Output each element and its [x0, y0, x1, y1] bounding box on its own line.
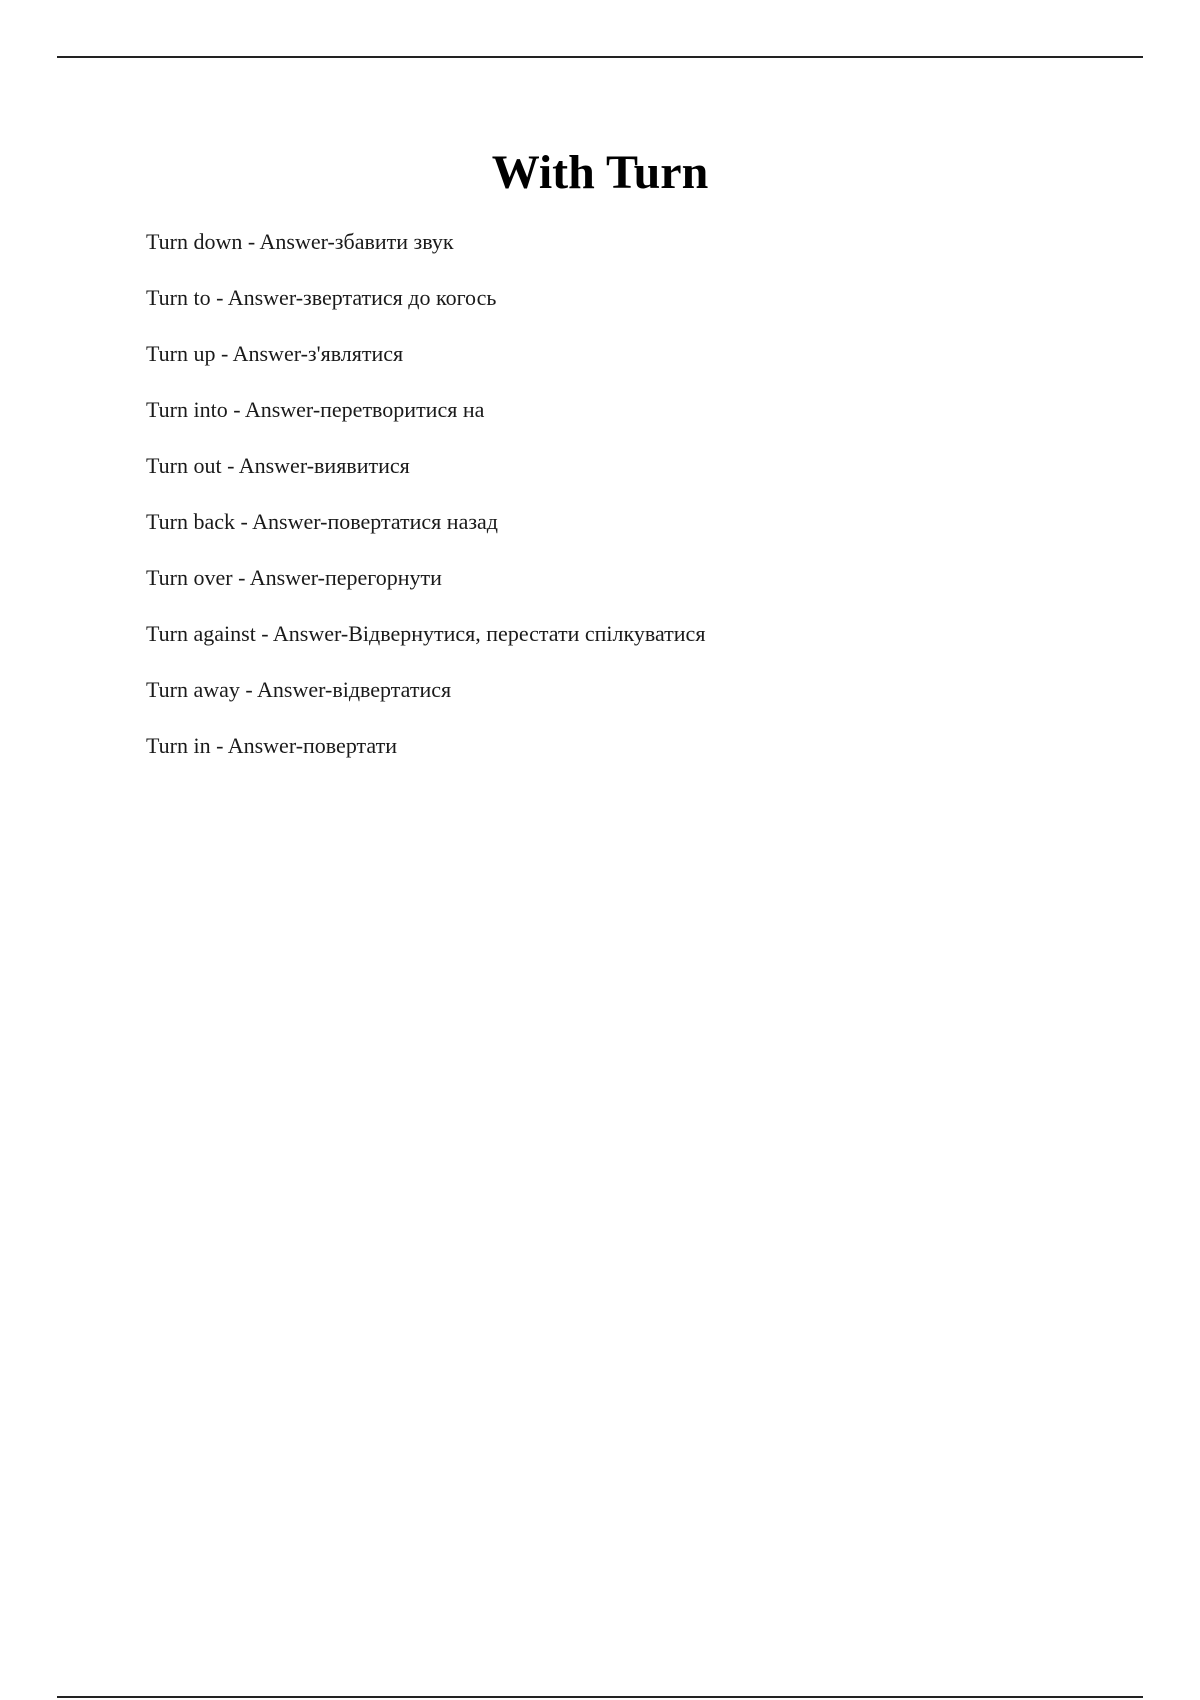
list-item-turn-down: Turn down - Answer-збавити звук [146, 229, 454, 254]
list-item-turn-away: Turn away - Answer-відвертатися [146, 677, 452, 702]
list-item-turn-against: Turn against - Answer-Відвернутися, перестати спілкуватися [146, 621, 706, 646]
top-divider [57, 56, 1143, 58]
list-item-turn-to: Turn to - Answer-звертатися до когось [146, 285, 497, 310]
list-item-turn-up: Turn up - Answer-з'являтися [146, 341, 404, 366]
bottom-divider [57, 1696, 1143, 1698]
phrasal-verb-list [146, 228, 705, 788]
list-item-turn-out: Turn out - Answer-виявитися [146, 453, 410, 478]
page-title: With Turn [491, 146, 709, 199]
list-item-turn-into: Turn into - Answer-перетворитися на [146, 397, 485, 422]
list-item-turn-back: Turn back - Answer-повертатися назад [146, 509, 498, 534]
list-item-turn-over: Turn over - Answer-перегорнути [146, 565, 442, 590]
list-item-turn-in: Turn in - Answer-повертати [146, 733, 398, 758]
